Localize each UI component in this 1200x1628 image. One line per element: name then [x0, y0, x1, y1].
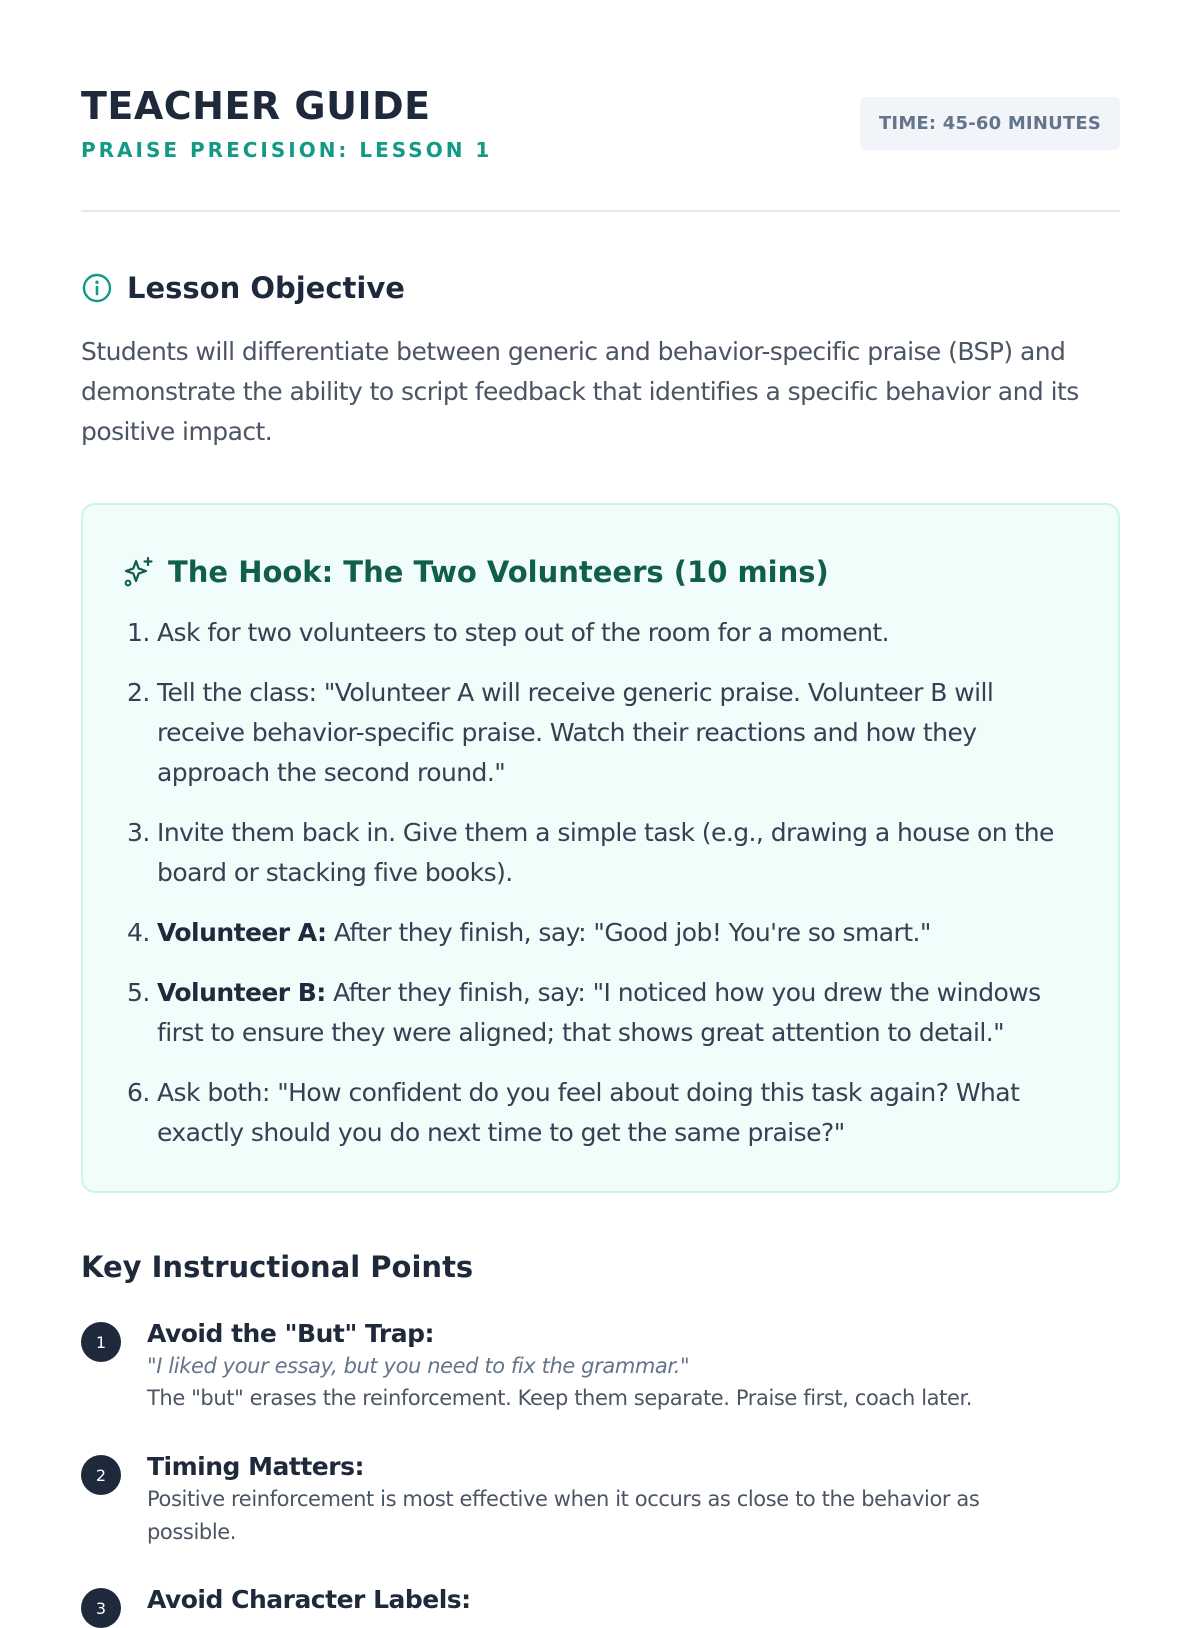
info-circle-icon: [81, 272, 113, 304]
lesson-subtitle: PRAISE PRECISION: LESSON 1: [81, 138, 493, 162]
hook-steps-list: [127, 613, 1077, 1173]
list-item: 4. Volunteer A: After they finish, say: "Good job! You're so smart.": [127, 918, 931, 947]
list-item: 3. Invite them back in. Give them a simple task (e.g., drawing a house on the board or stacking five books).: [127, 818, 1054, 887]
objective-text: Students will differentiate between generic and behavior-specific praise (BSP) and demonstrate the ability to script feedback that identifies a specific behavior and its positive impact.: [81, 337, 1079, 446]
key-point-desc: Positive reinforcement is most effective when it occurs as close to the behavior as possible.: [147, 1487, 980, 1544]
page-title: TEACHER GUIDE: [81, 84, 431, 128]
key-point-title: Timing Matters:: [147, 1452, 364, 1481]
hook-box: [81, 503, 1120, 1193]
teacher-guide-page: [81, 0, 1120, 1618]
objective-heading: [81, 268, 405, 308]
key-point-title: Avoid the "But" Trap:: [147, 1319, 434, 1348]
list-item: 2. Tell the class: "Volunteer A will receive generic praise. Volunteer B will receive behavior-specific praise. Watch their reactions and how they approach the second round.": [127, 678, 994, 787]
objective-title: Lesson Objective: [127, 271, 405, 305]
number-badge: 3: [81, 1588, 121, 1628]
list-item: 6. Ask both: "How confident do you feel about doing this task again? What exactly should you do next time to get the same praise?": [127, 1078, 1020, 1147]
list-item: 5. Volunteer B: After they finish, say: "I noticed how you drew the windows first to ensure they were aligned; that shows great attention to detail.": [127, 978, 1041, 1047]
list-item: 1. Ask for two volunteers to step out of the room for a moment.: [127, 618, 890, 647]
time-badge: TIME: 45-60 MINUTES: [860, 97, 1120, 150]
hook-heading: [122, 551, 829, 593]
number-badge: 1: [81, 1322, 121, 1362]
page-header: [81, 0, 1120, 212]
sparkles-icon: [122, 555, 156, 589]
number-badge: 2: [81, 1455, 121, 1495]
key-points-title: Key Instructional Points: [81, 1250, 474, 1284]
key-point-desc: The "but" erases the reinforcement. Keep them separate. Praise first, coach later.: [147, 1386, 973, 1410]
key-point-title: Avoid Character Labels:: [147, 1585, 471, 1614]
key-point-quote: "I liked your essay, but you need to fix the grammar.": [147, 1354, 690, 1378]
hook-title: The Hook: The Two Volunteers (10 mins): [168, 555, 829, 589]
